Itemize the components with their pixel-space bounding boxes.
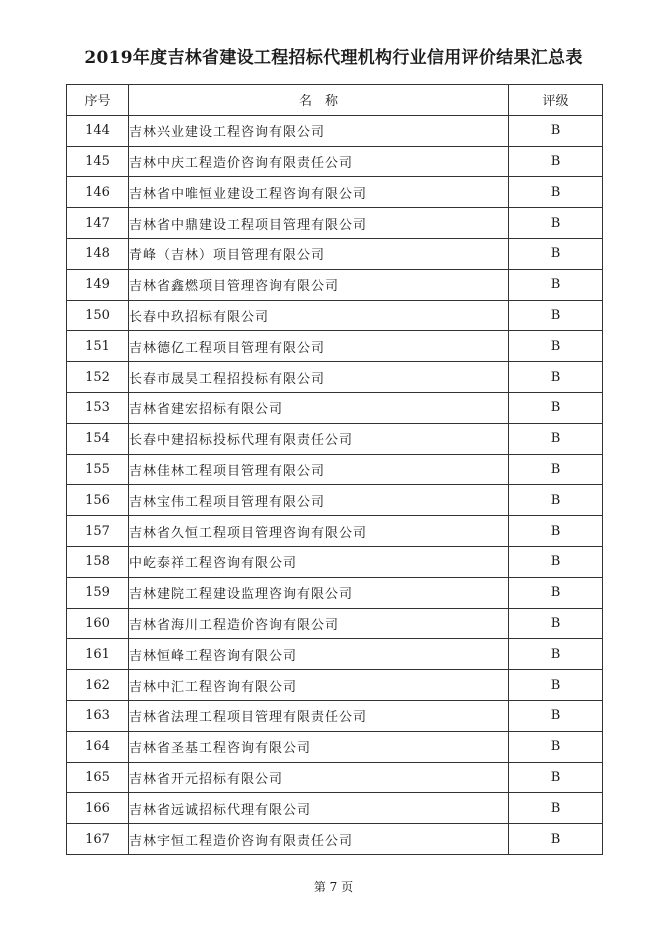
credit-grade: B — [509, 423, 603, 454]
row-number: 167 — [67, 824, 129, 855]
credit-grade: B — [509, 146, 603, 177]
table-row — [67, 208, 603, 239]
table-row — [67, 516, 603, 547]
credit-grade: B — [509, 238, 603, 269]
row-number: 156 — [67, 485, 129, 516]
header-no: 序号 — [67, 85, 129, 116]
row-number: 147 — [67, 208, 129, 239]
company-name: 吉林省法理工程项目管理有限责任公司 — [129, 700, 509, 731]
company-name: 吉林恒峰工程咨询有限公司 — [129, 639, 509, 670]
header-row — [67, 85, 603, 116]
credit-grade: B — [509, 793, 603, 824]
company-name: 吉林省中鼎建设工程项目管理有限公司 — [129, 208, 509, 239]
header-name: 名 称 — [129, 85, 509, 116]
table-row — [67, 546, 603, 577]
credit-grade: B — [509, 362, 603, 393]
credit-grade: B — [509, 546, 603, 577]
row-number: 150 — [67, 300, 129, 331]
table-row — [67, 362, 603, 393]
company-name: 吉林兴业建设工程咨询有限公司 — [129, 115, 509, 146]
table-row — [67, 639, 603, 670]
row-number: 154 — [67, 423, 129, 454]
credit-grade: B — [509, 700, 603, 731]
results-table — [66, 84, 603, 855]
company-name: 吉林宝伟工程项目管理有限公司 — [129, 485, 509, 516]
company-name: 吉林中汇工程咨询有限公司 — [129, 670, 509, 701]
table-row — [67, 331, 603, 362]
row-number: 155 — [67, 454, 129, 485]
company-name: 吉林省中唯恒业建设工程咨询有限公司 — [129, 177, 509, 208]
table-row — [67, 793, 603, 824]
row-number: 162 — [67, 670, 129, 701]
table-row — [67, 392, 603, 423]
row-number: 149 — [67, 269, 129, 300]
row-number: 152 — [67, 362, 129, 393]
table-row — [67, 300, 603, 331]
credit-grade: B — [509, 608, 603, 639]
credit-grade: B — [509, 300, 603, 331]
page-number: 第 7 页 — [313, 880, 354, 894]
credit-grade: B — [509, 269, 603, 300]
table-row — [67, 454, 603, 485]
row-number: 153 — [67, 392, 129, 423]
table-header — [67, 85, 603, 116]
table-row — [67, 577, 603, 608]
credit-grade: B — [509, 824, 603, 855]
company-name: 长春中玖招标有限公司 — [129, 300, 509, 331]
company-name: 吉林省建宏招标有限公司 — [129, 392, 509, 423]
company-name: 中屹泰祥工程咨询有限公司 — [129, 546, 509, 577]
credit-grade: B — [509, 762, 603, 793]
company-name: 吉林宇恒工程造价咨询有限责任公司 — [129, 824, 509, 855]
row-number: 160 — [67, 608, 129, 639]
table-row — [67, 670, 603, 701]
credit-grade: B — [509, 331, 603, 362]
row-number: 148 — [67, 238, 129, 269]
credit-grade: B — [509, 577, 603, 608]
row-number: 159 — [67, 577, 129, 608]
table-row — [67, 762, 603, 793]
page-title: 2019年度吉林省建设工程招标代理机构行业信用评价结果汇总表 — [84, 48, 583, 68]
row-number: 161 — [67, 639, 129, 670]
credit-grade: B — [509, 115, 603, 146]
company-name: 长春市晟昊工程招投标有限公司 — [129, 362, 509, 393]
company-name: 吉林建院工程建设监理咨询有限公司 — [129, 577, 509, 608]
company-name: 长春中建招标投标代理有限责任公司 — [129, 423, 509, 454]
company-name: 吉林省远诚招标代理有限公司 — [129, 793, 509, 824]
table-row — [67, 269, 603, 300]
table-row — [67, 700, 603, 731]
header-grade: 评级 — [509, 85, 603, 116]
row-number: 157 — [67, 516, 129, 547]
table-row — [67, 608, 603, 639]
credit-grade: B — [509, 208, 603, 239]
company-name: 吉林省圣基工程咨询有限公司 — [129, 731, 509, 762]
table-row — [67, 824, 603, 855]
table-row — [67, 146, 603, 177]
credit-grade: B — [509, 731, 603, 762]
row-number: 165 — [67, 762, 129, 793]
credit-grade: B — [509, 177, 603, 208]
company-name: 吉林省海川工程造价咨询有限公司 — [129, 608, 509, 639]
credit-grade: B — [509, 454, 603, 485]
row-number: 163 — [67, 700, 129, 731]
row-number: 146 — [67, 177, 129, 208]
table-row — [67, 731, 603, 762]
company-name: 吉林省开元招标有限公司 — [129, 762, 509, 793]
credit-grade: B — [509, 639, 603, 670]
table-row — [67, 485, 603, 516]
company-name: 吉林佳林工程项目管理有限公司 — [129, 454, 509, 485]
credit-grade: B — [509, 485, 603, 516]
row-number: 158 — [67, 546, 129, 577]
company-name: 吉林德亿工程项目管理有限公司 — [129, 331, 509, 362]
credit-grade: B — [509, 516, 603, 547]
row-number: 151 — [67, 331, 129, 362]
row-number: 164 — [67, 731, 129, 762]
company-name: 吉林中庆工程造价咨询有限责任公司 — [129, 146, 509, 177]
table-body — [67, 115, 603, 854]
credit-grade: B — [509, 392, 603, 423]
row-number: 145 — [67, 146, 129, 177]
company-name: 吉林省久恒工程项目管理咨询有限公司 — [129, 516, 509, 547]
row-number: 144 — [67, 115, 129, 146]
credit-grade: B — [509, 670, 603, 701]
table-row — [67, 115, 603, 146]
table-row — [67, 238, 603, 269]
company-name: 吉林省鑫燃项目管理咨询有限公司 — [129, 269, 509, 300]
company-name: 青峰（吉林）项目管理有限公司 — [129, 238, 509, 269]
table-row — [67, 177, 603, 208]
row-number: 166 — [67, 793, 129, 824]
table-row — [67, 423, 603, 454]
